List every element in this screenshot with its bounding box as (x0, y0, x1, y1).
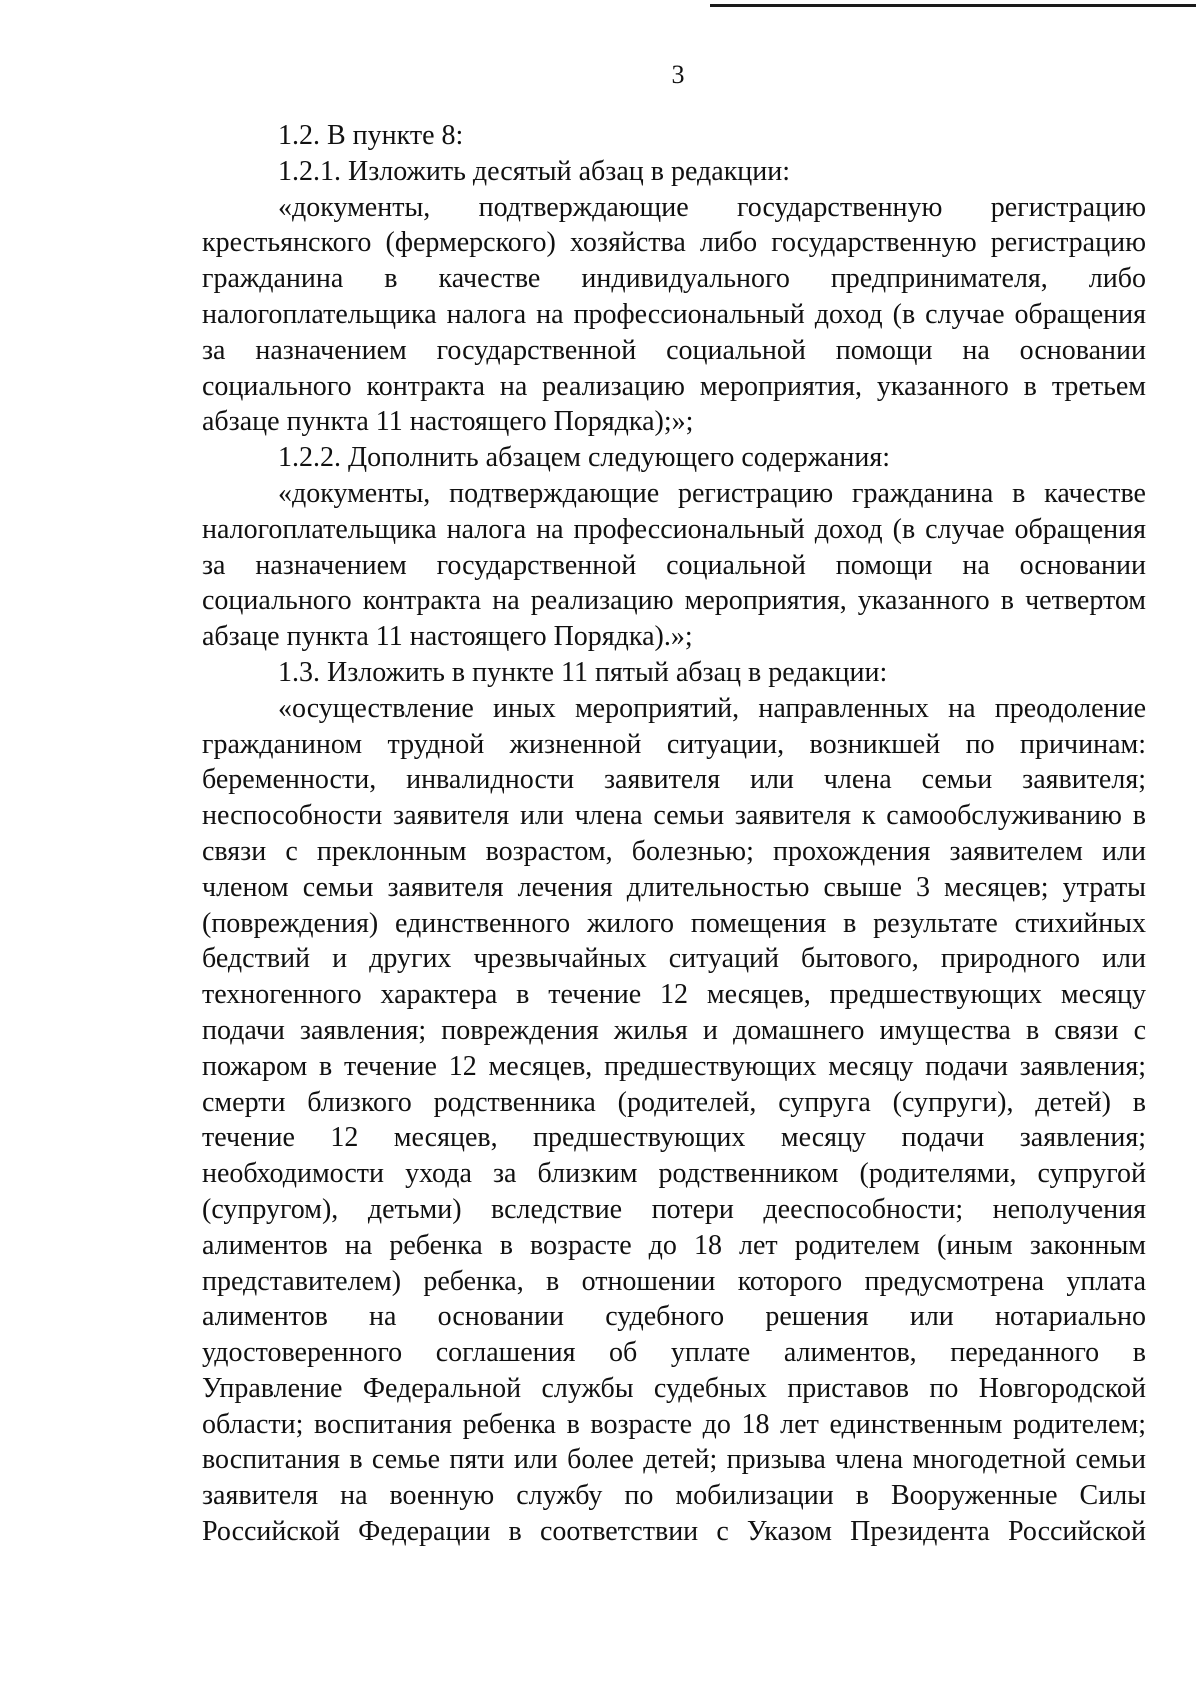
text-line: «осуществление иных мероприятий, направленных на преодоление (278, 692, 1146, 724)
text-line: 1.2.2. Дополнить абзацем следующего содержания: (278, 442, 891, 474)
document-body (202, 118, 1146, 1550)
text-line: необходимости ухода за близким родственником (родителями, супругой (202, 1158, 1146, 1190)
page-number: 3 (671, 60, 685, 89)
text-line: за назначением государственной социальной помощи на основании (202, 549, 1146, 581)
text-line: воспитания в семье пяти или более детей; призыва члена многодетной семьи (202, 1444, 1146, 1476)
text-line: связи с преклонным возрастом, болезнью; прохождения заявителем или (202, 835, 1146, 867)
text-line: 1.2.1. Изложить десятый абзац в редакции: (278, 155, 791, 187)
text-line: социального контракта на реализацию мероприятия, указанного в третьем (202, 370, 1146, 402)
text-line: (супругом), детьми) вследствие потери дееспособности; неполучения (202, 1193, 1146, 1225)
text-line: представителем) ребенка, в отношении которого предусмотрена уплата (202, 1265, 1146, 1297)
text-line: гражданином трудной жизненной ситуации, возникшей по причинам: (202, 728, 1146, 760)
text-line: налогоплательщика налога на профессиональный доход (в случае обращения (202, 298, 1146, 330)
text-line: заявителя на военную службу по мобилизации в Вооруженные Силы (202, 1480, 1146, 1512)
text-line: налогоплательщика налога на профессиональный доход (в случае обращения (202, 513, 1146, 545)
text-line: социального контракта на реализацию мероприятия, указанного в четвертом (202, 585, 1146, 617)
text-line: крестьянского (фермерского) хозяйства либо государственную регистрацию (202, 227, 1146, 259)
text-line: смерти близкого родственника (родителей, супруга (супруги), детей) в (202, 1086, 1146, 1118)
text-line: пожаром в течение 12 месяцев, предшествующих месяцу подачи заявления; (202, 1050, 1146, 1082)
text-line: «документы, подтверждающие регистрацию гражданина в качестве (278, 477, 1146, 509)
text-line: течение 12 месяцев, предшествующих месяцу подачи заявления; (202, 1122, 1146, 1154)
text-line: области; воспитания ребенка в возрасте до 18 лет единственным родителем; (202, 1408, 1146, 1440)
text-line: неспособности заявителя или члена семьи заявителя к самообслуживанию в (202, 800, 1146, 832)
text-line: 1.3. Изложить в пункте 11 пятый абзац в редакции: (278, 656, 888, 688)
text-line: алиментов на ребенка в возрасте до 18 лет родителем (иным законным (202, 1229, 1146, 1261)
text-line: техногенного характера в течение 12 месяцев, предшествующих месяцу (202, 979, 1146, 1011)
top-rule (710, 4, 1196, 7)
text-line: «документы, подтверждающие государственную регистрацию (278, 191, 1146, 223)
text-line: подачи заявления; повреждения жилья и домашнего имущества в связи с (202, 1014, 1146, 1046)
text-line: абзаце пункта 11 настоящего Порядка).»; (202, 621, 693, 653)
text-line: бедствий и других чрезвычайных ситуаций бытового, природного или (202, 943, 1146, 975)
text-line: беременности, инвалидности заявителя или члена семьи заявителя; (202, 764, 1146, 796)
text-line: удостоверенного соглашения об уплате алиментов, переданного в (202, 1337, 1146, 1369)
text-line: Управление Федеральной службы судебных приставов по Новгородской (202, 1372, 1146, 1404)
text-line: членом семьи заявителя лечения длительностью свыше 3 месяцев; утраты (202, 871, 1146, 903)
text-line: Российской Федерации в соответствии с Указом Президента Российской (202, 1516, 1146, 1548)
text-line: алиментов на основании судебного решения или нотариально (202, 1301, 1146, 1333)
text-line: гражданина в качестве индивидуального предпринимателя, либо (202, 263, 1146, 295)
text-line: (повреждения) единственного жилого помещения в результате стихийных (202, 907, 1146, 939)
text-line: 1.2. В пункте 8: (278, 120, 464, 151)
text-line: за назначением государственной социальной помощи на основании (202, 334, 1146, 366)
text-line: абзаце пункта 11 настоящего Порядка);»; (202, 406, 694, 438)
